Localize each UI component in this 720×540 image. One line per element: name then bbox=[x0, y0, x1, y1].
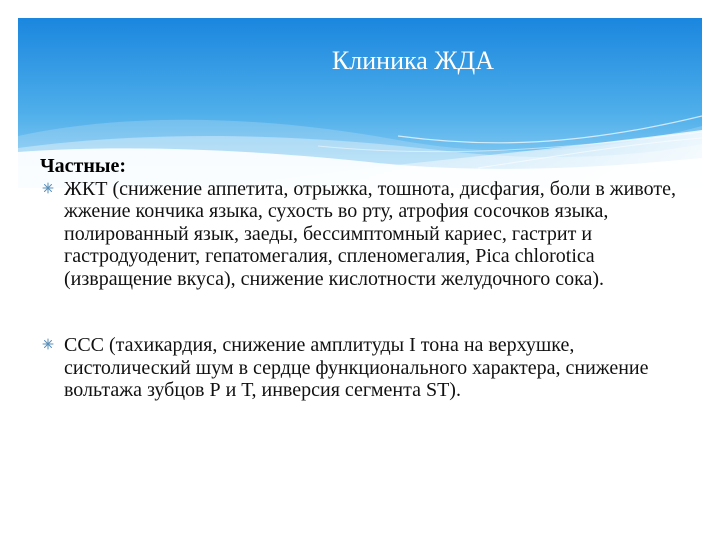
slide-content bbox=[40, 155, 690, 402]
bullet-text: ЖКТ (снижение аппетита, отрыжка, тошнота, дисфагия, боли в животе, жжение кончика языка, сухость во рту, атрофия сосочков языка, полированный язык, заеды, бессимптомный кариес, гастрит и гастродуоденит, гепатомегалия, спленомегалия, Pica chlorotica (извращение вкуса), снижение кислотности желудочного сока). bbox=[64, 177, 676, 290]
bullet-item bbox=[40, 334, 690, 402]
bullet-text: ССС (тахикардия, снижение амплитуды I тона на верхушке, систолический шум в сердце функционального характера, снижение вольтажа зубцов Р и Т, инверсия сегмента ST). bbox=[64, 334, 649, 401]
slide-title: Клиника ЖДА bbox=[331, 46, 495, 75]
subheading: Частные: bbox=[40, 155, 127, 177]
asterisk-bullet-icon bbox=[42, 182, 54, 194]
bullet-item bbox=[40, 178, 690, 291]
asterisk-bullet-icon bbox=[42, 338, 54, 350]
bullet-list bbox=[40, 178, 690, 402]
